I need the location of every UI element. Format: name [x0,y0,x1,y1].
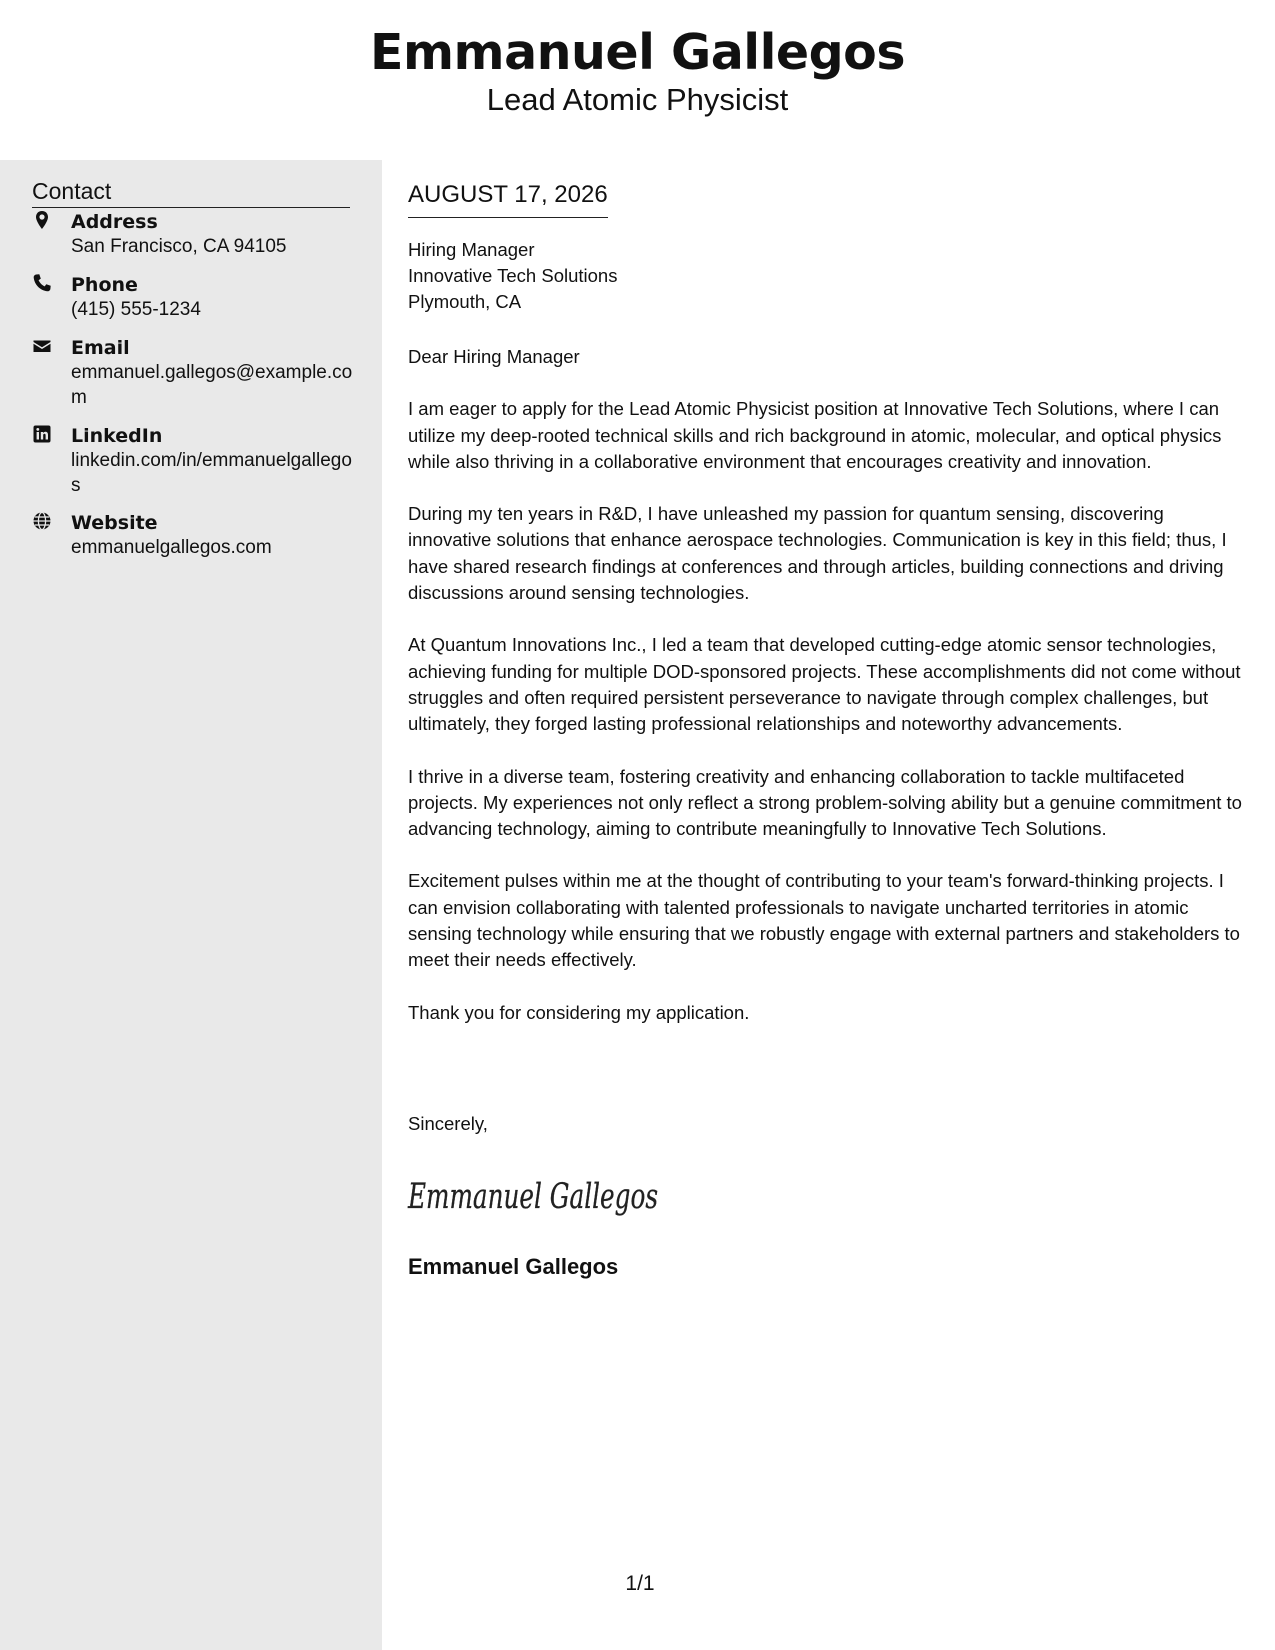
contact-label: Email [71,337,130,359]
contact-value: linkedin.com/in/emmanuelgallegos [71,450,352,496]
contact-label: Phone [71,274,138,296]
globe-icon [32,511,58,537]
contact-sidebar [0,160,382,1650]
contact-value: emmanuel.gallegos@example.com [71,362,353,408]
signoff: Sincerely, [408,1113,488,1134]
signed-name: Emmanuel Gallegos [408,1254,619,1279]
paragraph: Excitement pulses within me at the thought of contributing to your team's forward-thinking projects. I can envision collaborating with talented professionals to navigate uncharted territories in atomic sensing technology while ensuring that we robustly engage with external partners and stakeholders to meet their needs effectively. [408,870,1240,971]
recipient-block [408,237,617,315]
signature-text: Emmanuel Gallegos [407,1177,658,1217]
paragraph: I am eager to apply for the Lead Atomic Physicist position at Innovative Tech Solutions, where I can utilize my deep-rooted technical skills and rich background in atomic, molecular, and optical physics while also thriving in a collaborative environment that encourages creativity and innovation. [408,398,1222,472]
paragraph: During my ten years in R&D, I have unleashed my passion for quantum sensing, discovering innovative solutions that enhance aerospace technologies. Communication is key in this field; thus, I have shared research findings at conferences and through articles, building connections and driving discussions around sensing technologies. [408,503,1227,604]
letter-paragraphs [408,344,1248,1052]
map-pin-icon [32,210,58,236]
contact-value: (415) 555-1234 [71,299,201,320]
contact-label: LinkedIn [71,425,163,447]
letter-date: AUGUST 17, 2026 [408,179,608,218]
contact-value: San Francisco, CA 94105 [71,236,287,257]
applicant-name: Emmanuel Gallegos [369,24,906,81]
linkedin-icon [32,424,58,450]
letter-header [0,0,1275,160]
paragraph: At Quantum Innovations Inc., I led a team that developed cutting-edge atomic sensor technologies, achieving funding for multiple DOD-sponsored projects. These accomplishments did not come without struggles and often required persistent perseverance to navigate through complex challenges, but ultimately, they forged lasting professional relationships and noteworthy advancements. [408,634,1241,735]
paragraph: I thrive in a diverse team, fostering creativity and enhancing collaboration to tackle multifaceted projects. My experiences not only reflect a strong problem-solving ability but a genuine commitment to advancing technology, aiming to contribute meaningfully to Innovative Tech Solutions. [408,765,1242,840]
salutation: Dear Hiring Manager [408,346,580,367]
signature-image [408,1164,668,1224]
contact-label: Website [71,512,158,534]
recipient-line: Innovative Tech Solutions [408,265,618,286]
page-number: 1/1 [625,1572,655,1595]
phone-icon [32,273,58,299]
contact-label: Address [71,211,158,233]
applicant-title: Lead Atomic Physicist [486,82,789,117]
envelope-icon [32,336,58,362]
contact-heading: Contact [32,176,350,208]
contact-value: emmanuelgallegos.com [71,537,272,558]
recipient-line: Plymouth, CA [408,291,522,312]
closing-paragraph: Thank you for considering my application. [408,1001,750,1023]
recipient-line: Hiring Manager [408,239,535,260]
